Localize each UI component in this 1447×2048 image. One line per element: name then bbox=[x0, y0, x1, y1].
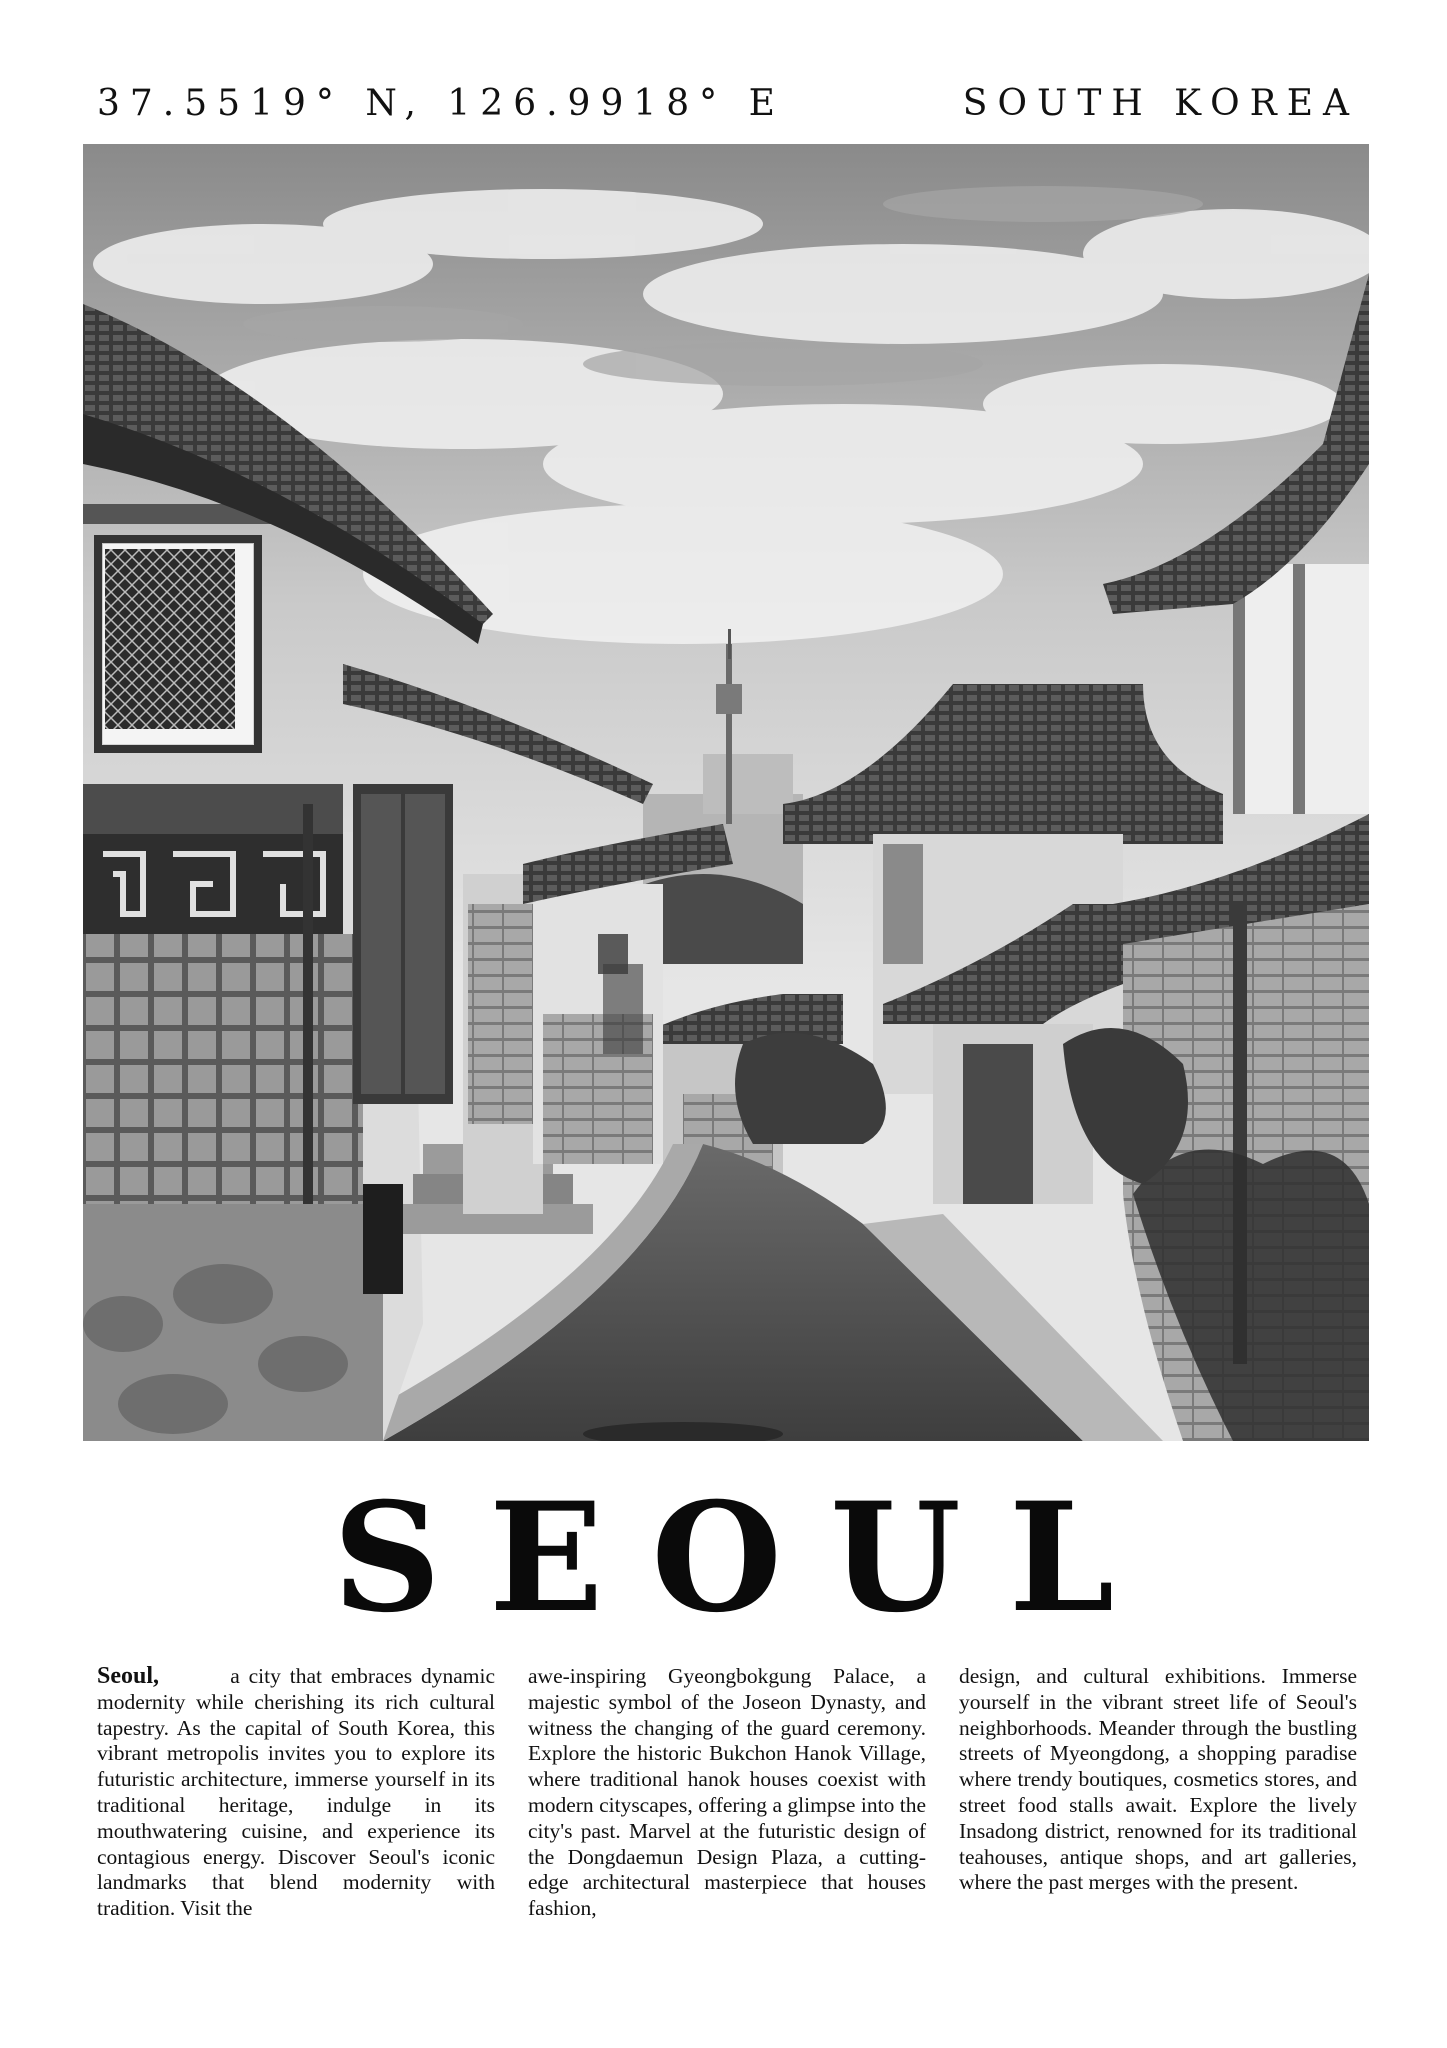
city-title: SEOUL bbox=[332, 1470, 1163, 1646]
lead-word: Seoul, bbox=[97, 1663, 160, 1689]
bukchon-street-photo bbox=[83, 144, 1369, 1441]
country-label: SOUTH KOREA bbox=[962, 82, 1359, 124]
coordinates-label: 37.5519° N, 126.9918° E bbox=[97, 82, 785, 124]
text-column-1-body: a city that embraces dynamic modernity while cherishing its rich cultural tapestry. As the capital of South Korea, this vibrant metropolis invites you to explore its futuristic architecture, immerse yourself in its traditional heritage, indulge in its mouthwatering cuisine, and experience its contagious energy. Discover Seoul's iconic landmarks that blend modernity with tradition. Visit the bbox=[97, 1664, 495, 1921]
poster-header bbox=[97, 78, 1359, 128]
text-column-3: design, and cultural exhibitions. Immerse yourself in the vibrant street life of Seoul's neighborhoods. Meander through the bustling streets of Myeongdong, a shopping paradise where trendy boutiques, cosmetics stores, and street food stalls await. Explore the lively Insadong district, renowned for its traditional teahouses, antique shops, and art galleries, where the past merges with the present. bbox=[959, 1664, 1357, 1895]
text-column-1 bbox=[97, 1664, 495, 1964]
photo-illustration bbox=[83, 144, 1369, 1441]
text-column-2: awe-inspiring Gyeongbokgung Palace, a majestic symbol of the Joseon Dynasty, and witness the changing of the guard ceremony. Explore the historic Bukchon Hanok Village, where traditional hanok houses coexist with modern cityscapes, offering a glimpse into the city's past. Marvel at the futuristic design of the Dongdaemun Design Plaza, a cutting-edge architectural masterpiece that houses fashion, bbox=[528, 1664, 926, 1921]
description-columns bbox=[97, 1664, 1357, 1964]
